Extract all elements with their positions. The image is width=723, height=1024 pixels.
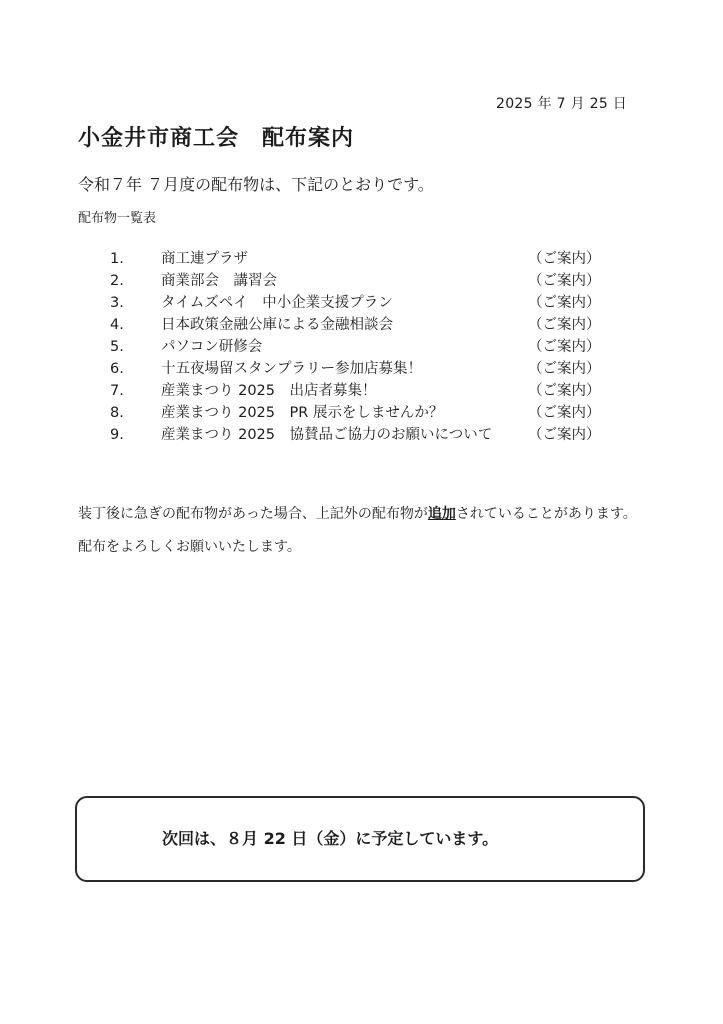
item-number: 4. [110,317,124,333]
notice-text-before: 装丁後に急ぎの配布物があった場合、上記外の配布物が [78,506,428,522]
item-number: 7. [110,383,124,399]
item-label: 商工連プラザ [161,251,248,267]
item-number: 1. [110,251,124,267]
item-note: （ご案内） [528,273,601,289]
notice-emphasis: 追加 [427,506,456,522]
document-date: 2025 年 7 月 25 日 [496,96,628,112]
item-label: タイムズペイ 中小企業支援プラン [161,295,393,311]
next-distribution-text: 次回は、８月 22 日（金）に予定しています。 [162,829,499,848]
list-item [0,270,723,292]
page-title: 小金井市商工会 配布案内 [78,126,355,151]
notice-text-after: されていることがあります。配布をよろしくお願いいたします。 [78,506,637,555]
item-note: （ご案内） [528,405,601,421]
distribution-list [0,248,723,446]
item-number: 5. [110,339,124,355]
item-label: パソコン研修会 [161,339,263,355]
item-label: 日本政策金融公庫による金融相談会 [161,317,393,333]
list-item [0,402,723,424]
item-note: （ご案内） [528,361,601,377]
item-number: 6. [110,361,124,377]
item-note: （ご案内） [528,427,601,443]
item-number: 3. [110,295,124,311]
item-note: （ご案内） [528,251,601,267]
item-number: 8. [110,405,124,421]
list-item [0,336,723,358]
notice-paragraph [78,498,638,564]
item-label: 産業まつり 2025 PR 展示をしませんか？ [161,405,444,421]
item-number: 9. [110,427,124,443]
list-item [0,358,723,380]
next-distribution-box [75,796,645,882]
item-label: 商業部会 講習会 [161,273,277,289]
item-note: （ご案内） [528,317,601,333]
item-number: 2. [110,273,124,289]
list-item [0,292,723,314]
item-note: （ご案内） [528,383,601,399]
list-item [0,248,723,270]
list-item [0,380,723,402]
list-heading: 配布物一覧表 [78,211,157,226]
list-item [0,424,723,446]
item-label: 産業まつり 2025 出店者募集！ [161,383,377,399]
intro-text: 令和７年 ７月度の配布物は、下記のとおりです。 [78,175,434,194]
item-note: （ご案内） [528,295,601,311]
item-note: （ご案内） [528,339,601,355]
item-label: 十五夜場留スタンプラリー参加店募集！ [161,361,422,377]
list-item [0,314,723,336]
item-label: 産業まつり 2025 協賛品ご協力のお願いについて [161,427,493,443]
